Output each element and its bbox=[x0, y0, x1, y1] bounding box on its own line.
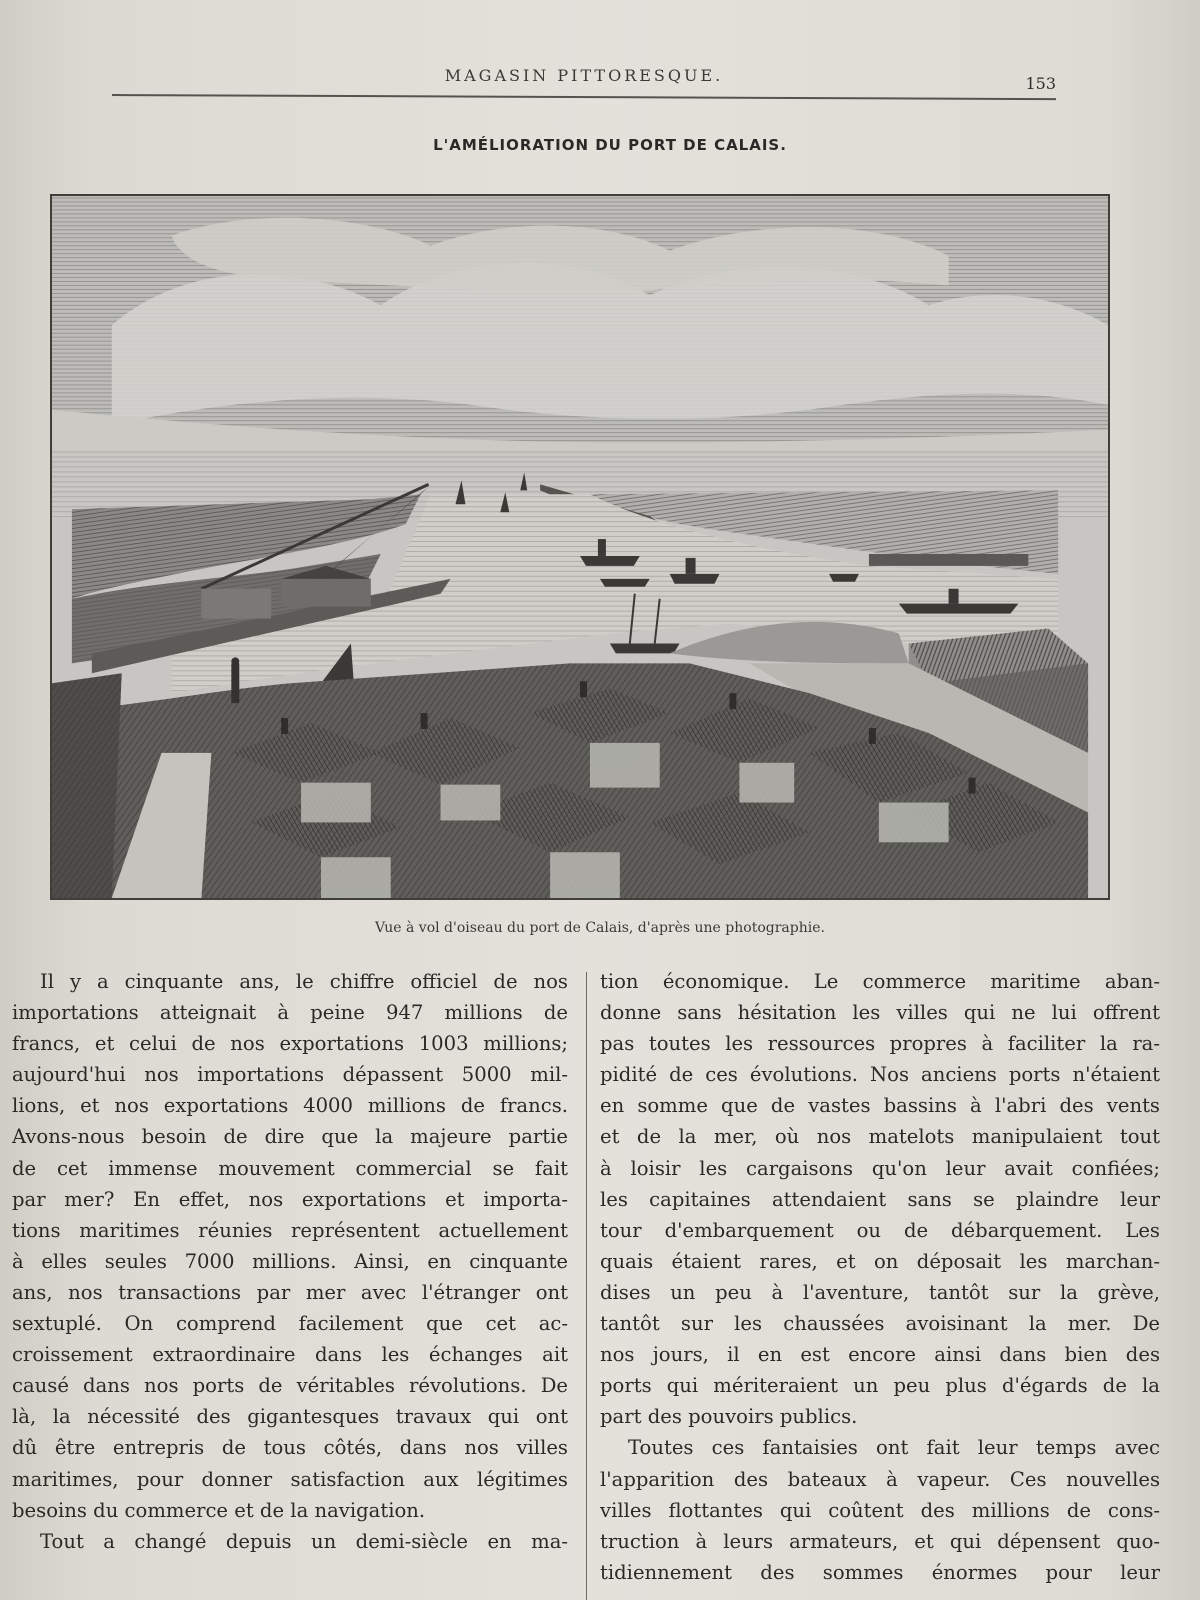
text-line: dû être entrepris de tous côtés, dans nos villes bbox=[12, 1436, 568, 1460]
figure-caption: Vue à vol d'oiseau du port de Calais, d'après une photographie. bbox=[375, 920, 825, 936]
running-head bbox=[112, 64, 1056, 94]
text-line: Avons-nous besoin de dire que la majeure partie bbox=[12, 1125, 568, 1149]
text-line: de cet immense mouvement commercial se fait bbox=[12, 1156, 568, 1180]
header-rule bbox=[112, 94, 1056, 100]
text-line: tour d'embarquement ou de débarquement. Les bbox=[600, 1218, 1160, 1242]
text-line: croissement extraordinaire dans les échanges ait bbox=[12, 1343, 568, 1367]
harbor-engraving bbox=[50, 194, 1110, 900]
text-line: ports qui mériteraient un peu plus d'égards de la bbox=[600, 1374, 1160, 1398]
text-line: villes flottantes qui coûtent des millions de cons- bbox=[600, 1498, 1160, 1522]
text-line: tion économique. Le commerce maritime aban- bbox=[600, 970, 1160, 993]
text-line: sextuplé. On comprend facilement que cet ac- bbox=[12, 1312, 568, 1336]
text-line: causé dans nos ports de véritables révolutions. De bbox=[12, 1374, 568, 1398]
text-line: truction à leurs armateurs, et qui dépensent quo- bbox=[600, 1529, 1160, 1553]
text-line: là, la nécessité des gigantesques travaux qui ont bbox=[12, 1405, 568, 1429]
article-title: L'AMÉLIORATION DU PORT DE CALAIS. bbox=[433, 136, 787, 154]
text-line: Tout a changé depuis un demi-siècle en ma- bbox=[40, 1529, 568, 1553]
text-line: lions, et nos exportations 4000 millions de francs. bbox=[12, 1094, 568, 1118]
text-line: besoins du commerce et de la navigation. bbox=[12, 1498, 426, 1522]
text-column-left bbox=[12, 966, 568, 1557]
text-line: dises un peu à l'aventure, tantôt sur la grève, bbox=[600, 1280, 1160, 1304]
text-line: maritimes, pour donner satisfaction aux légitimes bbox=[12, 1467, 568, 1491]
journal-title: MAGASIN PITTORESQUE. bbox=[444, 66, 724, 85]
text-line: tidiennement des sommes énormes pour leur bbox=[600, 1560, 1160, 1584]
text-line: pas toutes les ressources propres à faciliter la ra- bbox=[600, 1032, 1160, 1056]
column-divider bbox=[586, 972, 587, 1600]
page-number: 153 bbox=[1025, 74, 1056, 93]
text-line: tantôt sur les chaussées avoisinant la mer. De bbox=[600, 1312, 1160, 1336]
text-line: à loisir les cargaisons qu'on leur avait confiées; bbox=[600, 1156, 1160, 1180]
text-line: tions maritimes réunies représentent actuellement bbox=[12, 1218, 568, 1242]
text-line: ans, nos transactions par mer avec l'étranger ont bbox=[12, 1280, 568, 1304]
text-line: et de la mer, où nos matelots manipulaient tout bbox=[600, 1125, 1160, 1149]
text-line: donne sans hésitation les villes qui ne lui offrent bbox=[600, 1001, 1160, 1025]
text-line: francs, et celui de nos exportations 1003 millions; bbox=[12, 1032, 568, 1056]
text-line: part des pouvoirs publics. bbox=[600, 1405, 858, 1429]
text-line: nos jours, il en est encore ainsi dans bien des bbox=[600, 1343, 1160, 1367]
text-line: quais étaient rares, et on déposait les marchan- bbox=[600, 1249, 1160, 1273]
text-line: importations atteignait à peine 947 millions de bbox=[12, 1001, 568, 1025]
text-column-right bbox=[600, 966, 1160, 1588]
text-line: l'apparition des bateaux à vapeur. Ces nouvelles bbox=[600, 1467, 1160, 1491]
text-line: les capitaines attendaient sans se plaindre leur bbox=[600, 1187, 1160, 1211]
text-line: en somme que de vastes bassins à l'abri des vents bbox=[600, 1094, 1160, 1118]
text-line: aujourd'hui nos importations dépassent 5000 mil- bbox=[12, 1063, 568, 1087]
text-line: à elles seules 7000 millions. Ainsi, en cinquante bbox=[12, 1249, 568, 1273]
harbor-engraving-illustration bbox=[52, 196, 1108, 898]
text-line: Toutes ces fantaisies ont fait leur temps avec bbox=[628, 1436, 1160, 1460]
text-line: Il y a cinquante ans, le chiffre officiel de nos bbox=[40, 970, 568, 993]
text-line: par mer? En effet, nos exportations et importa- bbox=[12, 1187, 568, 1211]
text-line: pidité de ces évolutions. Nos anciens ports n'étaient bbox=[600, 1063, 1160, 1087]
